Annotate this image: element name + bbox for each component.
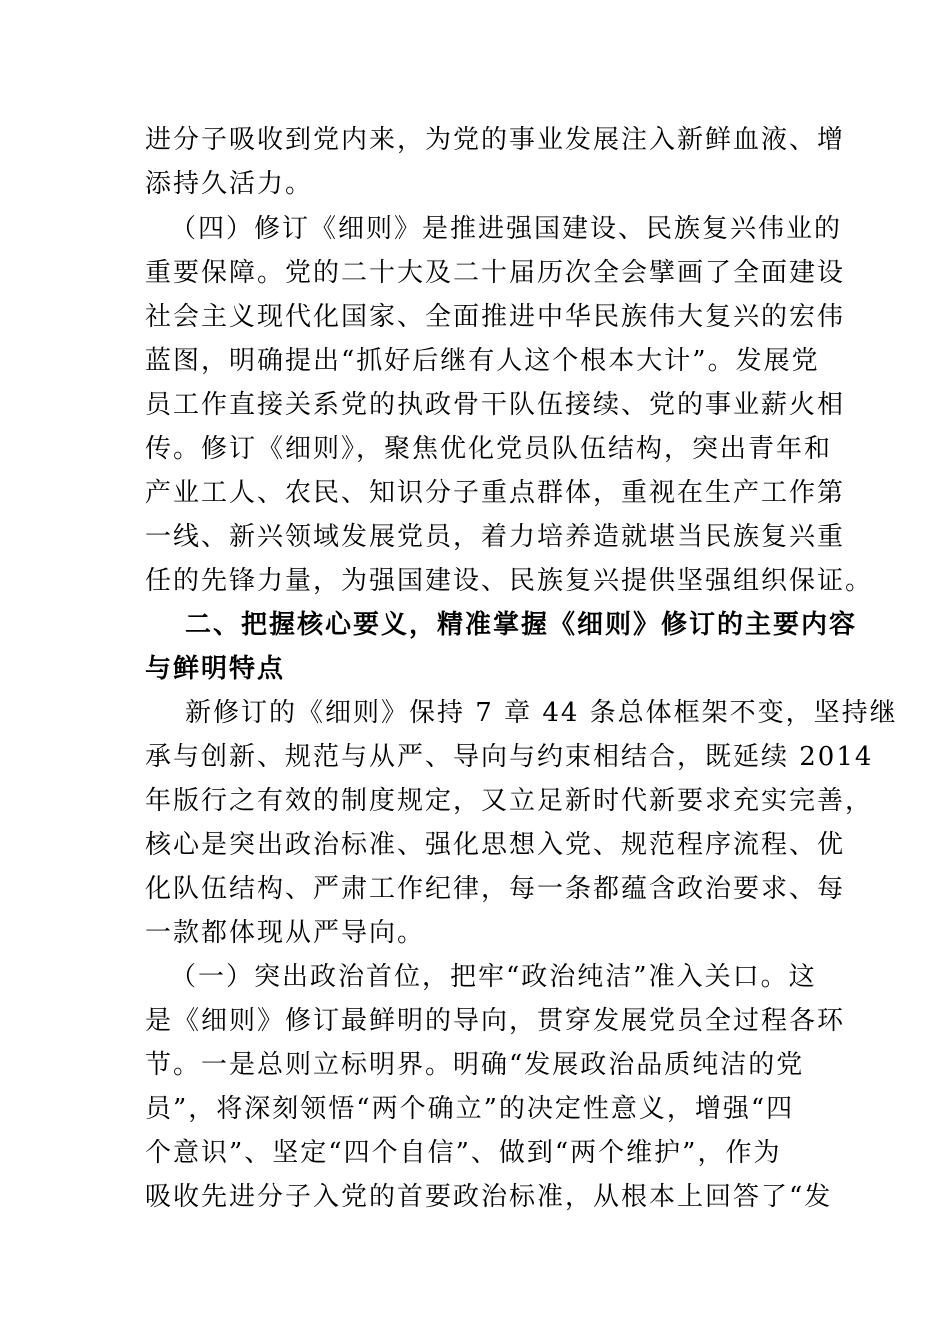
text-line: 进分子吸收到党内来，为党的事业发展注入新鲜血液、增 bbox=[145, 125, 846, 155]
text-line: 社会主义现代化国家、全面推进中华民族伟大复兴的宏伟 bbox=[145, 302, 846, 332]
text-line: 承与创新、规范与从严、导向与约束相结合，既延续 2014 bbox=[145, 742, 874, 772]
text-line: 新修订的《细则》保持 7 章 44 条总体框架不变，坚持继 bbox=[185, 698, 898, 728]
paragraph-heading: （一）突出政治首位，把牢“政治纯洁”准入关口。这 bbox=[170, 962, 817, 992]
text-line: 年版行之有效的制度规定，又立足新时代新要求充实完善， bbox=[145, 786, 874, 816]
text-line: 一线、新兴领域发展党员，着力培养造就堪当民族复兴重 bbox=[145, 522, 846, 552]
section-heading: 二、把握核心要义，精准掌握《细则》修订的主要内容 bbox=[185, 610, 858, 640]
text-line: 核心是突出政治标准、强化思想入党、规范程序流程、优 bbox=[145, 830, 846, 860]
text-line: 任的先锋力量，为强国建设、民族复兴提供坚强组织保证。 bbox=[145, 566, 874, 596]
text-line: 蓝图，明确提出“抓好后继有人这个根本大计”。发展党 bbox=[145, 346, 820, 376]
text-line: 员”，将深刻领悟“两个确立”的决定性意义，增强“四 bbox=[145, 1094, 795, 1124]
text-line: 产业工人、农民、知识分子重点群体，重视在生产工作第 bbox=[145, 478, 846, 508]
text-line: 是《细则》修订最鲜明的导向，贯穿发展党员全过程各环 bbox=[145, 1006, 846, 1036]
text-line: 吸收先进分子入党的首要政治标准，从根本上回答了“发 bbox=[145, 1182, 833, 1212]
text-line: 个意识”、坚定“四个自信”、做到“两个维护”，作为 bbox=[145, 1138, 782, 1168]
text-line: 添持久活力。 bbox=[145, 169, 314, 199]
paragraph-heading: （四）修订《细则》是推进强国建设、民族复兴伟业的 bbox=[170, 214, 843, 244]
text-line: 员工作直接关系党的执政骨干队伍接续、党的事业薪火相 bbox=[145, 390, 846, 420]
text-line: 传。修订《细则》，聚焦优化党员队伍结构，突出青年和 bbox=[145, 434, 833, 464]
text-line: 节。一是总则立标明界。明确“发展政治品质纯洁的党 bbox=[145, 1050, 805, 1080]
text-line: 重要保障。党的二十大及二十届历次全会擘画了全面建设 bbox=[145, 258, 846, 288]
section-heading: 与鲜明特点 bbox=[145, 654, 286, 684]
text-line: 一款都体现从严导向。 bbox=[145, 918, 426, 948]
text-line: 化队伍结构、严肃工作纪律，每一条都蕴含政治要求、每 bbox=[145, 874, 846, 904]
